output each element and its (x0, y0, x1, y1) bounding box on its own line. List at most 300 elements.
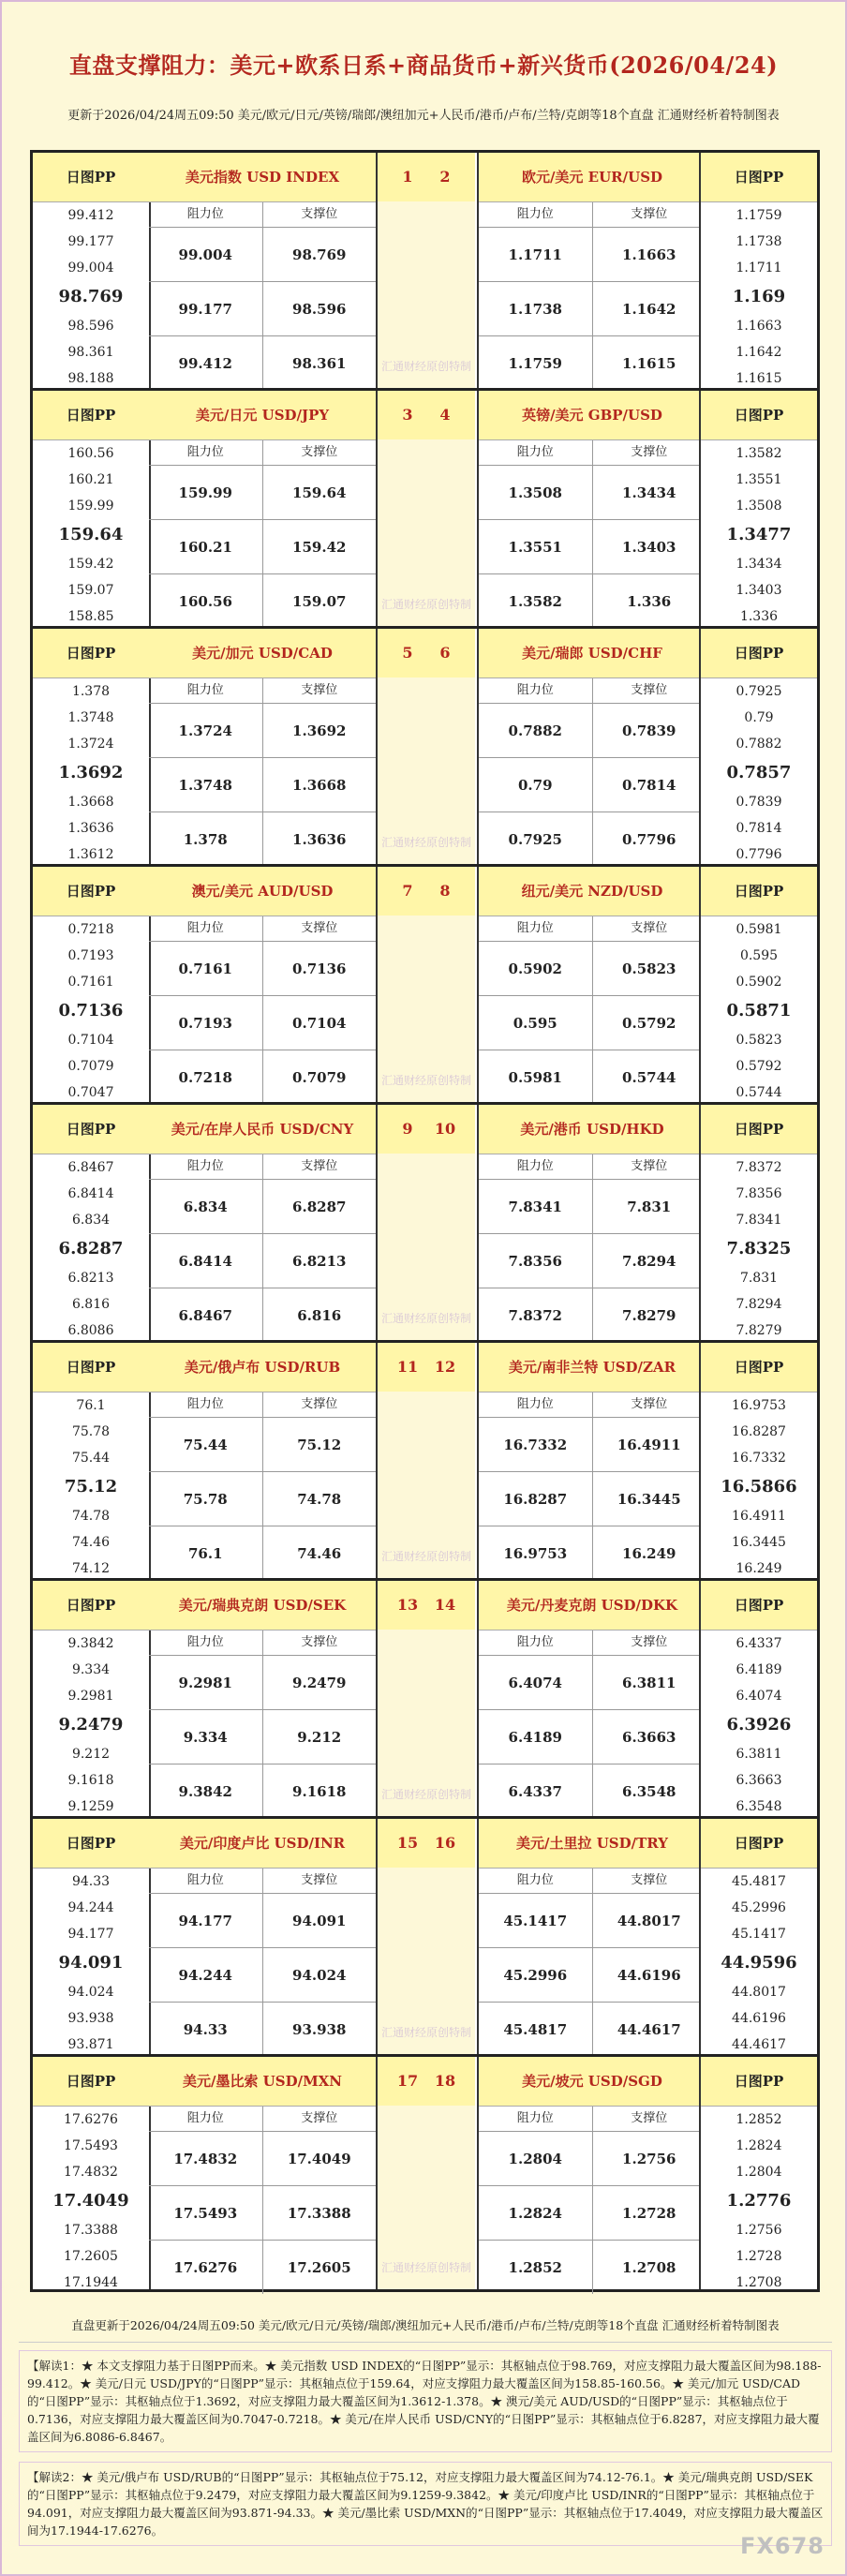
level-row (479, 996, 706, 1050)
resistance-value: 6.8414 (178, 1252, 232, 1270)
level-row (479, 942, 706, 996)
pp-level-value: 94.177 (67, 1927, 114, 1942)
index-right: 18 (434, 2072, 456, 2090)
resistance-value: 1.3724 (178, 722, 232, 739)
column-headers (149, 1154, 376, 1180)
support-value: 1.1642 (592, 282, 706, 335)
pp-level-value: 16.7332 (732, 1451, 786, 1466)
pp-level-value: 98.361 (67, 345, 114, 360)
index-left: 9 (402, 1120, 413, 1138)
pair-table-right (477, 629, 706, 864)
support-value: 98.596 (262, 282, 377, 335)
pp-level-value: 1.3612 (67, 847, 114, 862)
pp-level-value: 93.871 (67, 2037, 114, 2052)
level-row (149, 1472, 376, 1526)
support-value: 17.4049 (262, 2132, 377, 2185)
pp-level-value: 16.8287 (732, 1424, 786, 1439)
column-headers (479, 2107, 706, 2132)
level-row (479, 2186, 706, 2241)
resistance-value: 0.79 (517, 776, 553, 794)
index-left: 15 (396, 1834, 419, 1852)
pair-block (30, 1102, 820, 1340)
pp-level-value: 6.8414 (67, 1186, 114, 1201)
level-row (479, 2132, 706, 2186)
pp-level-value: 1.3434 (736, 557, 782, 572)
pp-header: 日图PP (701, 629, 817, 678)
pp-level-value: 0.7839 (736, 795, 782, 810)
pair-table-left (149, 2057, 378, 2289)
pair-table-right (477, 153, 706, 388)
resistance-value: 9.334 (183, 1728, 228, 1746)
level-row (149, 1180, 376, 1234)
pair-block (30, 1816, 820, 2054)
level-row (149, 228, 376, 282)
support-header: 支撑位 (592, 202, 706, 227)
resistance-header: 阻力位 (516, 921, 554, 935)
resistance-header: 阻力位 (516, 1397, 554, 1411)
pp-level-value: 1.2708 (736, 2275, 782, 2290)
level-row (479, 466, 706, 520)
support-header: 支撑位 (592, 1392, 706, 1417)
pp-level-value: 93.938 (67, 2011, 114, 2026)
pp-header: 日图PP (33, 629, 149, 678)
resistance-value: 1.2824 (508, 2204, 562, 2222)
support-value: 9.1618 (262, 1764, 377, 1818)
pp-level-value: 159.42 (67, 557, 114, 572)
pivot-value: 159.64 (58, 525, 124, 544)
support-header: 支撑位 (262, 2107, 377, 2131)
support-value: 1.2728 (592, 2186, 706, 2240)
support-value: 93.938 (262, 2003, 377, 2056)
pp-level-value: 17.3388 (64, 2223, 118, 2238)
pp-level-value: 1.336 (739, 609, 779, 624)
pivot-value: 0.7136 (58, 1001, 124, 1020)
pp-column-right (699, 391, 817, 626)
pair-block (30, 864, 820, 1102)
level-row (149, 466, 376, 520)
pp-level-value: 1.2852 (736, 2112, 782, 2127)
pp-header: 日图PP (701, 153, 817, 202)
pair-name: 美元/瑞郎 USD/CHF (479, 629, 706, 678)
pp-header: 日图PP (33, 153, 149, 202)
pp-level-value: 0.5823 (736, 1033, 782, 1048)
pp-level-value: 0.5744 (736, 1085, 782, 1100)
pp-level-value: 94.024 (67, 1985, 114, 2000)
pp-level-value: 0.595 (739, 948, 779, 963)
pp-level-value: 0.7814 (736, 821, 782, 836)
pp-level-value: 0.7218 (67, 922, 114, 937)
pp-column-right (699, 629, 817, 864)
block-index (378, 867, 475, 1102)
watermark: 汇通财经原创特制 (380, 360, 471, 373)
level-row (149, 758, 376, 812)
support-header: 支撑位 (262, 202, 377, 227)
pp-level-value: 7.831 (739, 1271, 779, 1286)
level-row (149, 1894, 376, 1948)
pair-block (30, 150, 820, 388)
index-left: 11 (396, 1358, 419, 1376)
support-value: 6.3663 (592, 1710, 706, 1764)
level-row (479, 1472, 706, 1526)
level-row (479, 1526, 706, 1580)
pp-level-value: 6.4189 (736, 1662, 782, 1677)
pair-name: 美元/南非兰特 USD/ZAR (479, 1343, 706, 1392)
pp-level-value: 99.177 (67, 234, 114, 249)
support-value: 6.8287 (262, 1180, 377, 1233)
resistance-header: 阻力位 (516, 1873, 554, 1887)
pp-column-left (33, 1343, 151, 1578)
pp-level-value: 0.79 (744, 710, 774, 725)
support-header: 支撑位 (262, 1154, 377, 1179)
level-row (149, 1526, 376, 1580)
pp-level-value: 1.3668 (67, 795, 114, 810)
index-right: 14 (434, 1596, 456, 1614)
pp-level-value: 0.7882 (736, 737, 782, 752)
pp-level-value: 16.249 (736, 1561, 782, 1576)
support-value: 6.3811 (592, 1656, 706, 1709)
support-value: 16.3445 (592, 1472, 706, 1526)
pair-name: 美元/土里拉 USD/TRY (479, 1819, 706, 1869)
support-value: 1.3434 (592, 466, 706, 519)
resistance-value: 16.9753 (503, 1544, 568, 1562)
resistance-value: 0.595 (513, 1014, 557, 1032)
pp-column-left (33, 2057, 151, 2289)
pair-table-left (149, 1581, 378, 1816)
support-value: 1.1663 (592, 228, 706, 281)
level-row (479, 1234, 706, 1288)
pair-name: 美元/墨比索 USD/MXN (149, 2057, 376, 2107)
pp-level-value: 159.99 (67, 499, 114, 514)
resistance-value: 1.3748 (178, 776, 232, 794)
level-row (479, 2241, 706, 2294)
pair-table-right (477, 1105, 706, 1340)
pp-header: 日图PP (701, 1105, 817, 1154)
pair-table-right (477, 391, 706, 626)
index-right: 6 (439, 644, 451, 662)
index-right: 10 (434, 1120, 456, 1138)
level-row (149, 704, 376, 758)
pp-header: 日图PP (33, 1343, 149, 1392)
pair-table-right (477, 1343, 706, 1578)
pp-header: 日图PP (33, 1819, 149, 1869)
level-row (479, 758, 706, 812)
pp-header: 日图PP (701, 1581, 817, 1630)
update-line: 更新于2026/04/24周五09:50 美元/欧元/日元/英镑/瑞郎/澳纽加元+人民币/港币/卢布/兰特/克朗等18个直盘 汇通财经析着特制图表 (67, 109, 780, 123)
pivot-value: 1.2776 (726, 2191, 792, 2211)
support-value: 6.8213 (262, 1234, 377, 1288)
pp-header: 日图PP (701, 2057, 817, 2107)
pp-level-value: 6.8086 (67, 1323, 114, 1338)
pair-name: 美元/坡元 USD/SGD (479, 2057, 706, 2107)
pp-level-value: 6.4337 (736, 1636, 782, 1651)
support-value: 0.7814 (592, 758, 706, 812)
index-left: 1 (402, 168, 413, 186)
pivot-value: 17.4049 (52, 2191, 129, 2211)
support-value: 1.2756 (592, 2132, 706, 2185)
level-row (149, 1710, 376, 1764)
index-right: 12 (434, 1358, 456, 1376)
resistance-value: 94.244 (178, 1966, 232, 1984)
resistance-value: 9.3842 (178, 1782, 232, 1800)
column-headers (479, 678, 706, 704)
support-header: 支撑位 (262, 440, 377, 465)
pp-level-value: 75.44 (71, 1451, 111, 1466)
support-value: 0.7839 (592, 704, 706, 757)
support-value: 1.3668 (262, 758, 377, 812)
resistance-header: 阻力位 (186, 1635, 224, 1649)
resistance-header: 阻力位 (186, 921, 224, 935)
resistance-value: 6.8467 (178, 1306, 232, 1324)
watermark: 汇通财经原创特制 (380, 1550, 471, 1563)
pp-level-value: 7.8279 (736, 1323, 782, 1338)
pivot-value: 1.3692 (58, 763, 124, 782)
support-value: 94.024 (262, 1948, 377, 2002)
pp-level-value: 6.834 (71, 1213, 111, 1228)
support-value: 6.816 (262, 1288, 377, 1342)
resistance-header: 阻力位 (516, 2111, 554, 2125)
watermark: 汇通财经原创特制 (380, 836, 471, 849)
resistance-header: 阻力位 (186, 1159, 224, 1173)
pp-level-value: 1.3636 (67, 821, 114, 836)
pp-level-value: 16.3445 (732, 1535, 786, 1550)
watermark: 汇通财经原创特制 (380, 1312, 471, 1325)
column-headers (149, 1869, 376, 1894)
column-headers (149, 2107, 376, 2132)
watermark: 汇通财经原创特制 (380, 2026, 471, 2039)
resistance-value: 160.21 (178, 538, 232, 556)
pp-column-right (699, 1343, 817, 1578)
pair-name: 美元/俄卢布 USD/RUB (149, 1343, 376, 1392)
pair-name: 美元/瑞典克朗 USD/SEK (149, 1581, 376, 1630)
pair-table-right (477, 1819, 706, 2054)
pp-level-value: 17.2605 (64, 2249, 118, 2264)
pp-level-value: 1.3724 (67, 737, 114, 752)
pp-column-left (33, 153, 151, 388)
level-row (479, 282, 706, 336)
support-value: 9.212 (262, 1710, 377, 1764)
support-value: 0.7136 (262, 942, 377, 995)
column-headers (479, 1392, 706, 1418)
index-left: 3 (402, 406, 413, 424)
pp-header: 日图PP (701, 391, 817, 440)
pivot-value: 7.8325 (726, 1239, 792, 1258)
pp-level-value: 76.1 (76, 1398, 106, 1413)
pp-level-value: 0.7193 (67, 948, 114, 963)
level-row (149, 2132, 376, 2186)
level-row (149, 574, 376, 628)
pp-level-value: 74.12 (71, 1561, 111, 1576)
resistance-value: 6.4337 (508, 1782, 562, 1800)
pivot-grid (30, 150, 820, 2292)
resistance-value: 16.7332 (503, 1436, 568, 1453)
support-header: 支撑位 (592, 2107, 706, 2131)
resistance-value: 6.4189 (508, 1728, 562, 1746)
level-row (149, 282, 376, 336)
pp-header: 日图PP (701, 867, 817, 916)
pp-level-value: 6.8213 (67, 1271, 114, 1286)
support-value: 1.3692 (262, 704, 377, 757)
support-header: 支撑位 (592, 1869, 706, 1893)
pp-header: 日图PP (33, 391, 149, 440)
level-row (479, 1288, 706, 1342)
pp-column-left (33, 1819, 151, 2054)
support-value: 74.78 (262, 1472, 377, 1526)
pair-table-right (477, 2057, 706, 2289)
resistance-value: 7.8372 (508, 1306, 562, 1324)
pair-table-left (149, 391, 378, 626)
pp-level-value: 98.188 (67, 371, 114, 386)
level-row (149, 1234, 376, 1288)
pivot-value: 0.7857 (726, 763, 792, 782)
level-row (479, 228, 706, 282)
pair-name: 美元指数 USD INDEX (149, 153, 376, 202)
pp-level-value: 0.7796 (736, 847, 782, 862)
support-value: 0.7796 (592, 812, 706, 866)
pp-level-value: 160.21 (67, 472, 114, 487)
pp-level-value: 44.4617 (732, 2037, 786, 2052)
support-header: 支撑位 (262, 678, 377, 703)
pp-level-value: 16.4911 (732, 1509, 786, 1524)
column-headers (479, 1869, 706, 1894)
pair-name: 英镑/美元 GBP/USD (479, 391, 706, 440)
level-row (479, 2003, 706, 2056)
resistance-value: 1.378 (183, 830, 228, 848)
block-index (378, 1581, 475, 1816)
pp-header: 日图PP (33, 2057, 149, 2107)
support-value: 7.8279 (592, 1288, 706, 1342)
block-index (378, 153, 475, 388)
level-row (479, 1050, 706, 1104)
level-row (149, 812, 376, 866)
pp-level-value: 1.2804 (736, 2165, 782, 2180)
index-right: 4 (439, 406, 451, 424)
resistance-value: 99.412 (178, 354, 232, 372)
pp-column-right (699, 1819, 817, 2054)
pp-level-value: 0.7047 (67, 1085, 114, 1100)
pp-level-value: 17.5493 (64, 2138, 118, 2153)
pp-level-value: 158.85 (67, 609, 114, 624)
pair-table-right (477, 1581, 706, 1816)
support-header: 支撑位 (262, 1869, 377, 1893)
level-row (479, 1656, 706, 1710)
resistance-header: 阻力位 (186, 1873, 224, 1887)
footer-update: 直盘更新于2026/04/24周五09:50 美元/欧元/日元/英镑/瑞郎/澳纽加元+人民币/港币/卢布/兰特/克朗等18个直盘 汇通财经析着特制图表 (19, 2316, 832, 2343)
resistance-value: 94.177 (178, 1912, 232, 1929)
level-row (149, 996, 376, 1050)
index-left: 7 (402, 882, 413, 900)
level-row (479, 1180, 706, 1234)
pp-level-value: 0.7161 (67, 975, 114, 990)
level-row (479, 336, 706, 390)
resistance-header: 阻力位 (516, 683, 554, 697)
resistance-value: 99.177 (178, 300, 232, 318)
pp-level-value: 98.596 (67, 319, 114, 334)
pp-level-value: 6.3663 (736, 1773, 782, 1788)
index-right: 8 (439, 882, 451, 900)
pair-block (30, 626, 820, 864)
resistance-header: 阻力位 (186, 445, 224, 459)
pair-name: 美元/印度卢比 USD/INR (149, 1819, 376, 1869)
resistance-header: 阻力位 (186, 1397, 224, 1411)
support-value: 44.8017 (592, 1894, 706, 1947)
resistance-value: 0.5902 (508, 960, 562, 977)
support-value: 75.12 (262, 1418, 377, 1471)
support-value: 98.361 (262, 336, 377, 390)
column-headers (149, 916, 376, 942)
pivot-value: 94.091 (58, 1953, 124, 1973)
resistance-value: 17.5493 (173, 2204, 238, 2222)
level-row (479, 520, 706, 574)
level-row (149, 1764, 376, 1818)
watermark: 汇通财经原创特制 (380, 1788, 471, 1801)
pp-level-value: 44.6196 (732, 2011, 786, 2026)
pivot-value: 1.169 (732, 287, 786, 306)
pp-column-right (699, 1105, 817, 1340)
support-value: 159.42 (262, 520, 377, 573)
index-left: 5 (402, 644, 413, 662)
support-header: 支撑位 (592, 678, 706, 703)
level-row (149, 2186, 376, 2241)
pivot-value: 9.2479 (58, 1715, 124, 1735)
support-value: 6.3548 (592, 1764, 706, 1818)
column-headers (479, 916, 706, 942)
pair-block (30, 1340, 820, 1578)
watermark: 汇通财经原创特制 (380, 598, 471, 611)
resistance-value: 0.7193 (178, 1014, 232, 1032)
pp-level-value: 7.8341 (736, 1213, 782, 1228)
resistance-value: 7.8341 (508, 1198, 562, 1215)
support-value: 7.831 (592, 1180, 706, 1233)
level-row (149, 1418, 376, 1472)
pp-level-value: 7.8356 (736, 1186, 782, 1201)
pp-level-value: 44.8017 (732, 1985, 786, 2000)
support-value: 16.249 (592, 1526, 706, 1580)
block-index (378, 1343, 475, 1578)
support-value: 0.5792 (592, 996, 706, 1050)
resistance-value: 1.3551 (508, 538, 562, 556)
pp-level-value: 9.1618 (67, 1773, 114, 1788)
support-value: 159.07 (262, 574, 377, 628)
pair-name: 美元/在岸人民币 USD/CNY (149, 1105, 376, 1154)
support-value: 98.769 (262, 228, 377, 281)
pair-name: 纽元/美元 NZD/USD (479, 867, 706, 916)
resistance-value: 17.6276 (173, 2258, 238, 2276)
pp-header: 日图PP (33, 867, 149, 916)
support-value: 0.7104 (262, 996, 377, 1050)
pp-level-value: 17.6276 (64, 2112, 118, 2127)
pivot-value: 16.5866 (721, 1477, 797, 1496)
column-headers (149, 678, 376, 704)
resistance-value: 99.004 (178, 246, 232, 263)
pair-table-left (149, 1819, 378, 2054)
pivot-value: 98.769 (58, 287, 124, 306)
watermark: 汇通财经原创特制 (380, 1074, 471, 1087)
pair-name: 美元/日元 USD/JPY (149, 391, 376, 440)
resistance-value: 0.7882 (508, 722, 562, 739)
support-value: 7.8294 (592, 1234, 706, 1288)
pp-level-value: 75.78 (71, 1424, 111, 1439)
pair-name: 美元/丹麦克朗 USD/DKK (479, 1581, 706, 1630)
support-value: 17.3388 (262, 2186, 377, 2240)
pp-level-value: 6.816 (71, 1297, 111, 1312)
level-row (149, 336, 376, 390)
resistance-value: 0.5981 (508, 1068, 562, 1086)
pp-level-value: 6.3548 (736, 1799, 782, 1814)
support-header: 支撑位 (592, 916, 706, 941)
pp-column-left (33, 629, 151, 864)
index-left: 17 (396, 2072, 419, 2090)
level-row (479, 1418, 706, 1472)
